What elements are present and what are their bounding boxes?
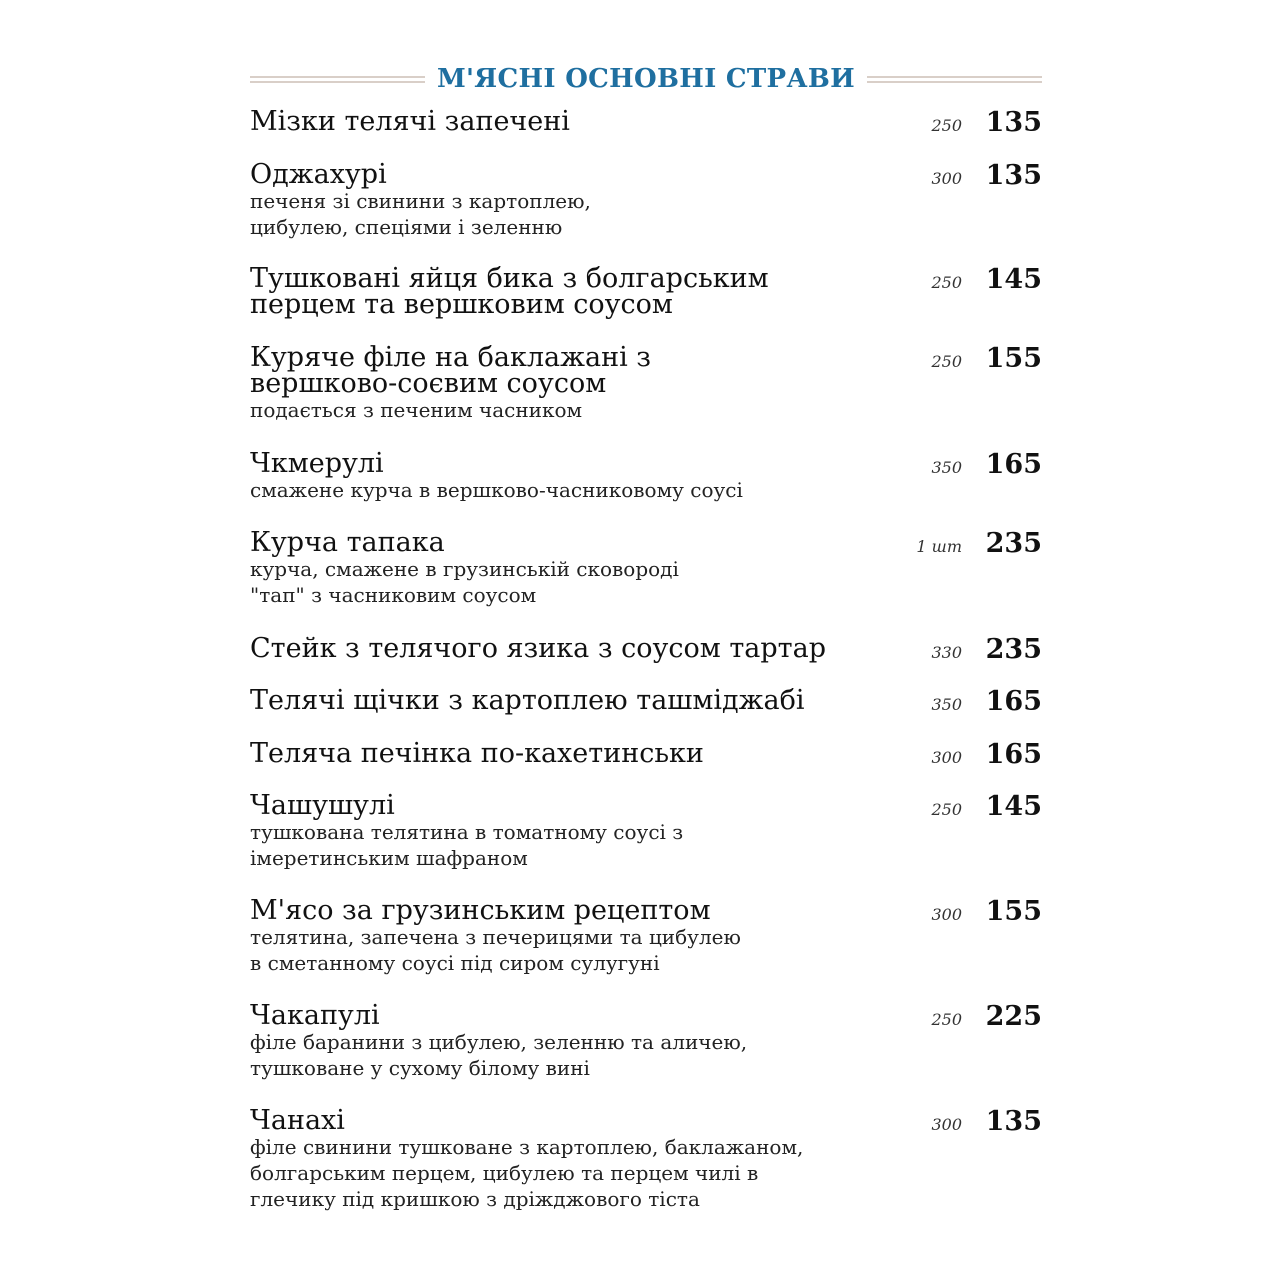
menu-item-description: філе баранини з цибулею, зеленню та аличею, тушковане у сухому білому вині [250,1030,748,1080]
menu-item-name: М'ясо за грузинським рецептом [250,895,711,926]
menu-item [250,153,1042,240]
menu-item [250,521,1042,608]
menu-item-name: Стейк з телячого язика з соусом тартар [250,633,827,664]
menu-item-price: 165 [985,449,1042,480]
menu-item-weight: 300 [931,748,962,767]
menu-item-name: Телячі щічки з картоплею ташміджабі [250,685,805,716]
menu-item [250,627,1042,665]
menu-item-description: подається з печеним часником [250,398,583,422]
menu-item-weight: 350 [931,458,962,477]
menu-item-description: телятина, запечена з печерицями та цибулею в сметанному соусі під сиром сулугуні [250,925,741,975]
menu-item-name: Мізки телячі запечені [250,106,570,137]
menu-item-weight: 300 [931,169,962,188]
menu-item-price: 155 [985,896,1042,927]
menu-item-price: 165 [985,739,1042,770]
menu-item-name: Чакапулі [250,1000,380,1031]
menu-item-name: Чанахі [250,1105,345,1136]
menu-item-price: 135 [985,107,1042,138]
menu-item-description: смажене курча в вершково-часниковому соусі [250,478,743,502]
menu-item-weight: 300 [931,905,962,924]
menu-item-weight: 250 [931,1010,962,1029]
menu-item-price: 145 [985,264,1042,295]
menu-item-description: філе свинини тушковане з картоплею, баклажаном, болгарським перцем, цибулею та перцем чилі в глечику під кришкою з дріжджового тіста [250,1135,804,1211]
menu-item [250,679,1042,717]
menu-item-name: Чашушулі [250,790,395,821]
menu-item-price: 235 [985,634,1042,665]
menu-item-weight: 350 [931,695,962,714]
menu-item [250,1099,1042,1212]
menu-item-weight: 1 шт [916,537,962,556]
menu-item-weight: 300 [931,1115,962,1134]
menu-item-name: Курча тапака [250,527,445,558]
menu-item-name: Тушковані яйця бика з болгарським перцем та вершковим соусом [250,263,769,320]
menu-page [250,58,1042,1211]
heading-rule-left [250,76,425,83]
menu-item-price: 135 [985,160,1042,191]
menu-item-weight: 250 [931,273,962,292]
menu-item [250,784,1042,871]
menu-item [250,732,1042,770]
menu-item-name: Чкмерулі [250,448,384,479]
menu-item [250,100,1042,138]
menu-item [250,994,1042,1081]
menu-item-name: Оджахурі [250,159,387,190]
menu-item-weight: 250 [931,800,962,819]
menu-item-weight: 250 [931,352,962,371]
menu-item-price: 225 [985,1001,1042,1032]
menu-item [250,257,1042,318]
menu-item-price: 165 [985,686,1042,717]
menu-item-description: курча, смажене в грузинській сковороді "тап" з часниковим соусом [250,557,679,607]
menu-item-weight: 330 [931,643,962,662]
section-heading [250,58,1042,100]
menu-item-name: Теляча печінка по-кахетинськи [250,738,704,769]
menu-item-price: 155 [985,343,1042,374]
menu-item [250,442,1042,503]
menu-item-description: тушкована телятина в томатному соусі з імеретинським шафраном [250,820,684,870]
section-title: М'ЯСНІ ОСНОВНІ СТРАВИ [436,64,856,94]
heading-rule-right [867,76,1042,83]
menu-item [250,889,1042,976]
menu-item-name: Куряче філе на баклажані з вершково-соєвим соусом [250,342,652,399]
menu-item-description: печеня зі свинини з картоплею, цибулею, спеціями і зеленню [250,189,591,239]
menu-item-price: 135 [985,1106,1042,1137]
menu-item-price: 235 [985,528,1042,559]
menu-item-weight: 250 [931,116,962,135]
menu-item [250,336,1042,423]
menu-item-price: 145 [985,791,1042,822]
